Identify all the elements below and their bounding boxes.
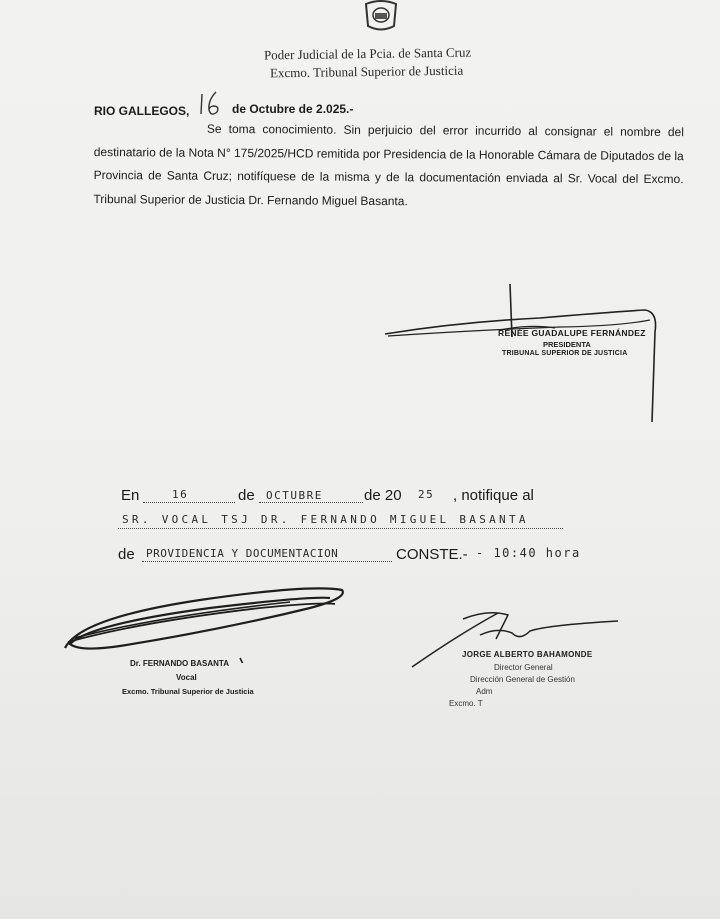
director-name: JORGE ALBERTO BAHAMONDE	[462, 650, 593, 659]
president-org: TRIBUNAL SUPERIOR DE JUSTICIA	[502, 350, 628, 357]
notif-day: 16	[172, 488, 189, 501]
director-line-4: Adm	[476, 687, 493, 696]
vocal-name: Dr. FERNANDO BASANTA	[130, 659, 229, 668]
notif-subject: PROVIDENCIA Y DOCUMENTACION	[146, 547, 339, 560]
institution-line-2: Excmo. Tribunal Superior de Justicia	[269, 62, 464, 81]
director-title: Director General	[494, 663, 553, 672]
notif-year: 25	[418, 488, 435, 501]
notif-notifique: , notifique al	[453, 487, 534, 504]
dotted-line	[142, 561, 392, 562]
notif-de: de	[238, 487, 255, 504]
notif-month: OCTUBRE	[266, 489, 323, 502]
dotted-line	[143, 502, 235, 503]
resolution-body: Se toma conocimiento. Sin perjuicio del error incurrido al consignar el nombre del destinatario de la Nota N° 175/2025/HCD remitida por Presidencia de la Honorable Cámara de Diputados de la Provincia de Santa Cruz; notifíquese de la misma y de la documentación enviada al Sr. Vocal del Excmo. Tribunal Superior de Justicia Dr. Fernando Miguel Basanta.	[93, 121, 684, 208]
president-role: PRESIDENTA	[543, 340, 591, 349]
notif-conste: CONSTE.-	[396, 546, 468, 563]
coat-of-arms-seal	[360, 0, 402, 34]
vocal-org: Excmo. Tribunal Superior de Justicia	[122, 687, 254, 696]
place-label: RIO GALLEGOS,	[94, 104, 190, 118]
notif-de-2: de	[118, 546, 135, 563]
dotted-line	[118, 528, 563, 529]
president-name: RENÉE GUADALUPE FERNÁNDEZ	[498, 328, 646, 338]
director-line-5: Excmo. T	[449, 699, 483, 708]
notif-time: - 10:40 hora	[476, 546, 581, 560]
vocal-signature	[60, 578, 350, 663]
dotted-line	[259, 502, 363, 503]
vocal-role: Vocal	[176, 673, 197, 682]
institution-line-1: Poder Judicial de la Pcia. de Santa Cruz	[263, 44, 472, 63]
handwritten-day	[198, 90, 224, 118]
notif-de-year: de 20	[364, 487, 402, 504]
date-month-year: de Octubre de 2.025.-	[232, 102, 354, 116]
notif-en: En	[121, 487, 140, 504]
director-department: Dirección General de Gestión	[470, 675, 575, 684]
notif-recipient: SR. VOCAL TSJ DR. FERNANDO MIGUEL BASANTA	[122, 513, 529, 526]
